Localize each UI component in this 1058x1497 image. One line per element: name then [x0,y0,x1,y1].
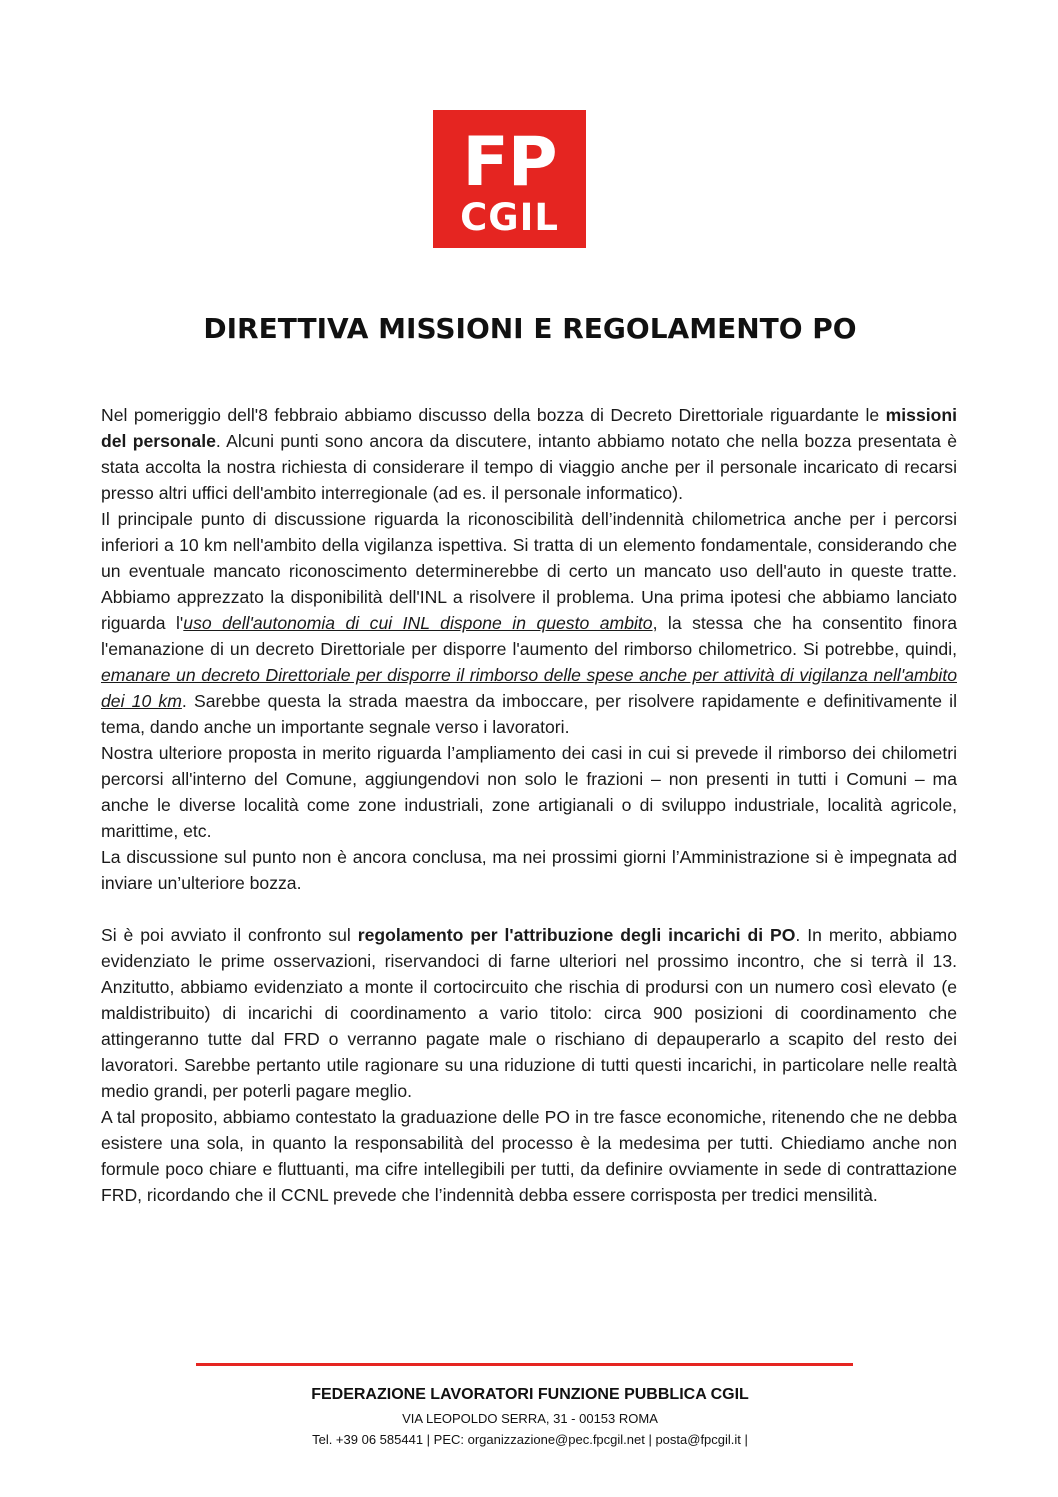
text-run: Nel pomeriggio dell'8 febbraio abbiamo discusso della bozza di Decreto Direttoriale riguardante le [101,405,886,425]
bold-missions: missioni del personale [101,405,957,451]
text-run: . In merito, abbiamo evidenziato le prime osservazioni, riservandoci di farne ulteriori nel prossimo incontro, che si terrà il 13. Anzitutto, abbiamo evidenziato a monte il cortocircuito che rischia di prodursi con un numero così elevato (e maldistribuito) di incarichi di coordinamento a vario titolo: circa 900 posizioni di coordinamento che attingeranno tutte dal FRD o verranno pagate male o rischiano di depauperarlo a scapito del resto dei lavoratori. Sarebbe pertanto utile ragionare su una riduzione di tutti questi incarichi, in particolare nelle realtà medio grandi, per poterli pagare meglio. [101,925,957,1101]
paragraph-discussion-open: La discussione sul punto non è ancora conclusa, ma nei prossimi giorni l’Amministrazione si è impegnata ad inviare un’ulteriore bozza. [101,847,957,893]
text-run: Si è poi avviato il confronto sul [101,925,358,945]
paragraph-gap [101,896,957,922]
paragraph-further-proposal: Nostra ulteriore proposta in merito riguarda l’ampliamento dei casi in cui si prevede il rimborso dei chilometri percorsi all'interno del Comune, aggiungendovi non solo le frazioni – non presenti in tutti i Comuni – ma anche le diverse località come zone industriali, zone artigianali o di sviluppo industriale, località agricole, marittime, etc. [101,743,957,841]
paragraph-po-regulation [101,922,957,1104]
document-body [101,402,957,1208]
underlined-autonomy: uso dell'autonomia di cui INL dispone in questo ambito [183,613,653,633]
footer-contacts: Tel. +39 06 585441 | PEC: organizzazione@pec.fpcgil.net | posta@fpcgil.it | [312,1432,748,1447]
document-title: DIRETTIVA MISSIONI E REGOLAMENTO PO [203,312,857,345]
footer-address: VIA LEOPOLDO SERRA, 31 - 00153 ROMA [402,1411,658,1426]
footer-organization: FEDERAZIONE LAVORATORI FUNZIONE PUBBLICA CGIL [311,1386,749,1403]
paragraph-po-grading: A tal proposito, abbiamo contestato la graduazione delle PO in tre fasce economiche, ritenendo che ne debba esistere una sola, in quanto la responsabilità del processo è la medesima per tutti. Chiediamo anche non formule poco chiare e fluttuanti, ma cifre intellegibili per tutti, da definire ovviamente in sede di contrattazione FRD, ricordando che il CCNL prevede che l’indennità debba essere corrisposta per tredici mensilità. [101,1107,957,1205]
bold-po-regulation: regolamento per l'attribuzione degli incarichi di PO [357,925,796,945]
logo-line-cgil: CGIL [460,195,559,239]
text-run: . Sarebbe questa la strada maestra da imboccare, per risolvere rapidamente e definitivamente il tema, dando anche un importante segnale verso i lavoratori. [101,691,957,737]
logo-line-fp: FP [462,122,557,202]
footer-divider [196,1363,853,1366]
text-run: . Alcuni punti sono ancora da discutere, intanto abbiamo notato che nella bozza presentata è stata accolta la nostra richiesta di considerare il tempo di viaggio anche per il personale incaricato di recarsi presso altri uffici dell'ambito interregionale (ad es. il personale informatico). [101,431,957,503]
text-run: , la stessa che ha consentito finora l'emanazione di un decreto Direttoriale per disporre l'aumento del rimborso chilometrico. Si potrebbe, quindi, [101,613,957,659]
underlined-decree: emanare un decreto Direttoriale per disporre il rimborso delle spese anche per attività di vigilanza nell'ambito dei 10 km [101,665,957,711]
paragraph-missions-intro [101,402,957,506]
fp-cgil-logo [433,110,586,248]
text-run: Il principale punto di discussione riguarda la riconoscibilità dell’indennità chilometrica anche per i percorsi inferiori a 10 km nell'ambito della vigilanza ispettiva. Si tratta di un elemento fondamentale, considerando che un eventuale mancato riconoscimento determinerebbe di certo un mancato uso dell'auto in queste tratte. Abbiamo apprezzato la disponibilità dell'INL a risolvere il problema. Una prima ipotesi che abbiamo lanciato riguarda l' [101,509,957,633]
paragraph-mileage [101,506,957,740]
